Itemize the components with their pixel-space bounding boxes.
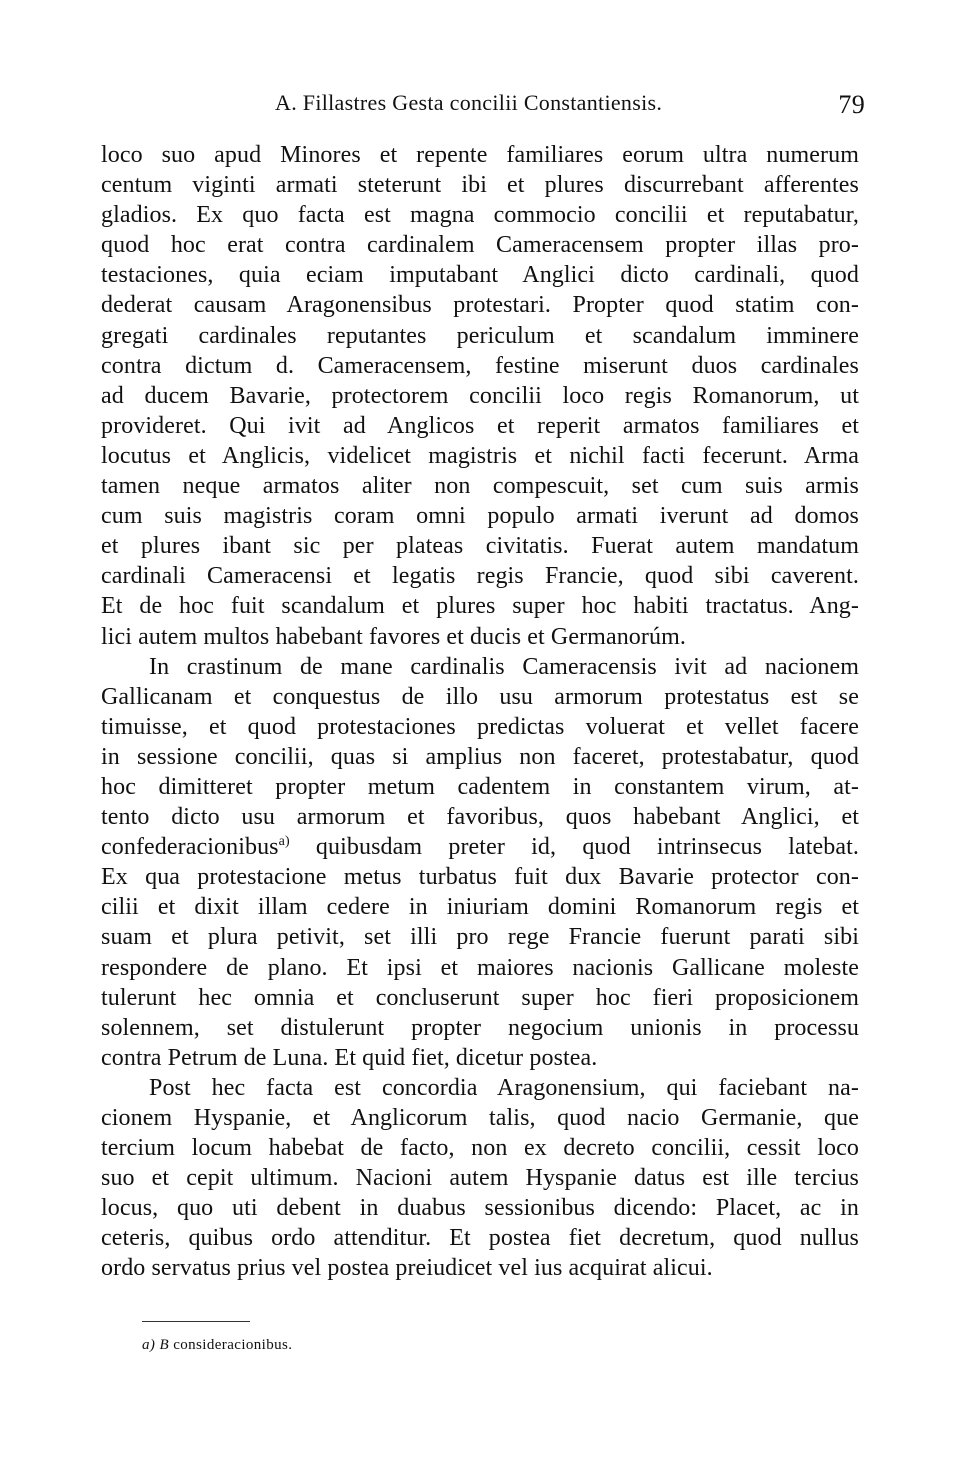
footnote-reference: a) — [278, 834, 290, 850]
text-line: in sessione concilii, quas si amplius non faceret, protestabatur, quod — [101, 743, 859, 770]
text-line: cilii et dixit illam cedere in iniuriam domini Romanorum regis et — [101, 894, 859, 921]
text-line: Ex qua protestacione metus turbatus fuit dux Bavarie protector con- — [101, 864, 859, 891]
text-line: gladios. Ex quo facta est magna commocio concilii et reputabatur, — [101, 202, 859, 229]
text-line: cionem Hyspanie, et Anglicorum talis, quod nacio Germanie, que — [101, 1105, 859, 1131]
text-line: ad ducem Bavarie, protectorem concilii loco regis Romanorum, ut — [101, 382, 859, 409]
text-line: solennem, set distulerunt propter negocium unionis in processu — [101, 1014, 859, 1041]
paragraph — [101, 140, 859, 652]
text-line: centum viginti armati steterunt ibi et plures discurrebant afferentes — [101, 172, 859, 199]
text-line: cum suis magistris coram omni populo armati iverunt ad domos — [101, 503, 859, 530]
footnote — [142, 1337, 292, 1354]
text-line: dederat causam Aragonensibus protestari. Propter quod statim con- — [101, 292, 859, 319]
text-line: tamen neque armatos aliter non compescuit, set cum suis armis — [101, 473, 859, 500]
text-line: Et de hoc fuit scandalum et plures super hoc habiti tractatus. Ang- — [101, 593, 859, 620]
running-header — [275, 90, 865, 119]
text-line: contra Petrum de Luna. Et quid fiet, dicetur postea. — [101, 1044, 598, 1071]
text-line: suam et plura petivit, set illi pro rege Francie fuerunt parati sibi — [101, 924, 859, 951]
text-line: gregati cardinales reputantes periculum et scandalum imminere — [101, 322, 859, 349]
text-line: loco suo apud Minores et repente familiares eorum ultra numerum — [101, 142, 859, 168]
body-text — [101, 140, 859, 1284]
text-line: cardinali Cameracensi et legatis regis Francie, quod sibi caverent. — [101, 563, 859, 590]
text-line: tulerunt hec omnia et concluserunt super hoc fieri proposicionem — [101, 984, 859, 1011]
text-line: locus, quo uti debent in duabus sessionibus dicendo: Placet, ac in — [101, 1195, 859, 1222]
text-line: confederacionibus$^{a)}$ quibusdam preter id, quod intrinsecus latebat. — [101, 834, 859, 861]
text-line: timuisse, et quod protestaciones predictas voluerat et vellet facere — [101, 713, 859, 740]
text-line: quod hoc erat contra cardinalem Cameracensem propter illas pro- — [101, 232, 859, 259]
text-line: locutus et Anglicis, videlicet magistris et nichil facti fecerunt. Arma — [101, 442, 859, 469]
text-line: suo et cepit ultimum. Nacioni autem Hyspanie datus est ille tercius — [101, 1165, 859, 1192]
text-line: hoc dimitteret propter metum cadentem in constantem virum, at- — [101, 773, 859, 800]
paragraph — [101, 1073, 859, 1284]
text-line: In crastinum de mane cardinalis Cameracensis ivit ad nacionem — [149, 653, 859, 680]
text-line: Gallicanam et conquestus de illo usu armorum protestatus est se — [101, 683, 859, 710]
text-line: contra dictum d. Cameracensem, festine miserunt duos cardinales — [101, 352, 859, 379]
footnote-text: consideracionibus. — [173, 1337, 293, 1353]
paragraph — [101, 652, 859, 1073]
running-title: A. Fillastres Gesta concilii Constantiensis. — [275, 90, 663, 115]
footnote-siglum: B — [159, 1337, 170, 1353]
text-line: tercium locum habebat de facto, non ex decreto concilii, cessit loco — [101, 1135, 859, 1162]
footnote-rule — [142, 1321, 250, 1322]
text-line: ceteris, quibus ordo attenditur. Et postea fiet decretum, quod nullus — [101, 1225, 859, 1252]
text-line: lici autem multos habebant favores et ducis et Germanorúm. — [101, 623, 686, 650]
text-line: et plures ibant sic per plateas civitatis. Fuerat autem mandatum — [101, 533, 859, 560]
footnote-mark: a) — [142, 1337, 156, 1353]
text-line: testaciones, quia eciam imputabant Anglici dicto cardinali, quod — [101, 262, 859, 289]
text-line: Post hec facta est concordia Aragonensium, qui faciebant na- — [149, 1074, 859, 1101]
text-line: ordo servatus prius vel postea preiudicet vel ius acquirat alicui. — [101, 1255, 713, 1282]
page-number: 79 — [838, 90, 865, 119]
text-line: tento dicto usu armorum et favoribus, quos habebant Anglici, et — [101, 804, 859, 831]
text-line: respondere de plano. Et ipsi et maiores nacionis Gallicane moleste — [101, 954, 859, 981]
text-line: provideret. Qui ivit ad Anglicos et reperit armatos familiares et — [101, 412, 859, 439]
